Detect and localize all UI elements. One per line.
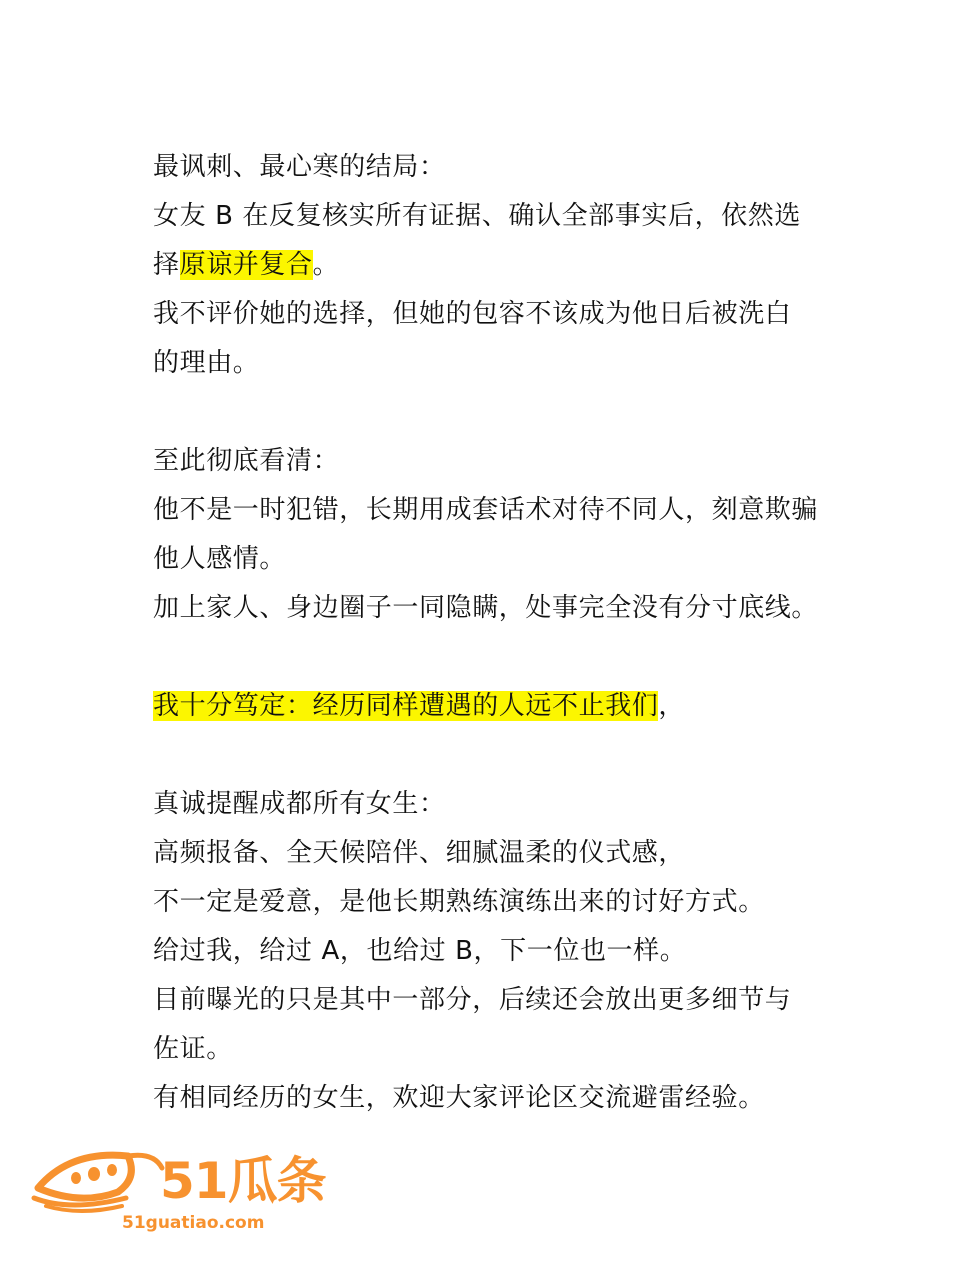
watermark-logo (30, 1148, 340, 1238)
paragraph-gap (153, 633, 853, 682)
paragraph-4-line-3: 给过我，给过 A，也给过 B，下一位也一样。 (153, 936, 687, 966)
watermark-brand: 51瓜条 (160, 1152, 326, 1210)
paragraph-1-line-3: 我不评价她的选择，但她的包容不该成为他日后被洗白 (153, 299, 792, 329)
highlighted-text: 原谅并复合 (179, 250, 313, 280)
text-segment: ， (658, 691, 686, 721)
paragraph-1-title: 最讽刺、最心寒的结局： (153, 152, 446, 182)
watermelon-slice-icon (30, 1148, 170, 1218)
paragraph-4-title: 真诚提醒成都所有女生： (153, 789, 446, 819)
watermark-url: 51guatiao.com (122, 1213, 265, 1233)
paragraph-gap (153, 388, 853, 437)
paragraph-2-line-3: 加上家人、身边圈子一同隐瞒，处事完全没有分寸底线。 (153, 593, 819, 623)
highlighted-text: 我十分笃定：经历同样遭遇的人远不止我们 (153, 691, 659, 721)
paragraph-2-line-1: 他不是一时犯错，长期用成套话术对待不同人，刻意欺骗 (153, 495, 819, 525)
paragraph-gap (153, 731, 853, 780)
paragraph-2-title: 至此彻底看清： (153, 446, 340, 476)
paragraph-4-line-5: 佐证。 (153, 1034, 233, 1064)
paragraph-4-line-4: 目前曝光的只是其中一部分，后续还会放出更多细节与 (153, 985, 792, 1015)
paragraph-4-line-2: 不一定是爱意，是他长期熟练演练出来的讨好方式。 (153, 887, 765, 917)
paragraph-3-line-1 (153, 682, 853, 731)
paragraph-1-line-1: 女友 B 在反复核实所有证据、确认全部事实后，依然选 (153, 201, 801, 231)
text-segment: 择 (153, 250, 180, 280)
paragraph-1-line-2 (153, 241, 853, 290)
paragraph-4-line-1: 高频报备、全天候陪伴、细腻温柔的仪式感， (153, 838, 686, 868)
paragraph-2-line-2: 他人感情。 (153, 544, 287, 574)
text-segment: 。 (312, 250, 340, 280)
paragraph-4-line-6: 有相同经历的女生，欢迎大家评论区交流避雷经验。 (153, 1083, 765, 1113)
document-body (153, 143, 853, 1123)
paragraph-1-line-4: 的理由。 (153, 348, 260, 378)
